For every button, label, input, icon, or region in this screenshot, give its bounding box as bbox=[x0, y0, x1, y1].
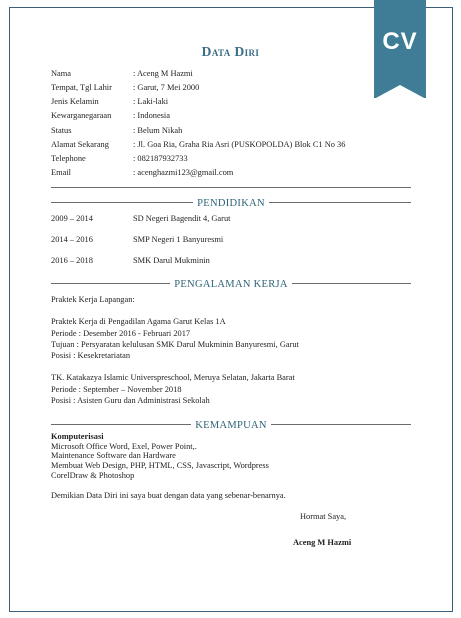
info-label: Jenis Kelamin bbox=[51, 97, 99, 107]
info-value: : Aceng M Hazmi bbox=[133, 69, 193, 78]
skill-item: Membuat Web Design, PHP, HTML, CSS, Javascript, Wordpress bbox=[51, 461, 269, 471]
education-years: 2014 – 2016 bbox=[51, 235, 93, 244]
education-school: SD Negeri Bagendit 4, Garut bbox=[133, 214, 231, 223]
heading-text-wrap bbox=[51, 277, 411, 291]
info-label: Telephone bbox=[51, 153, 86, 163]
experience-intro: Praktek Kerja Lapangan: bbox=[51, 295, 135, 304]
info-row bbox=[51, 95, 431, 109]
education-list bbox=[51, 213, 411, 276]
divider bbox=[51, 187, 411, 188]
experience-position: Posisi : Kesekretariatan bbox=[51, 351, 131, 361]
education-heading bbox=[51, 196, 411, 208]
closing-statement: Demikian Data Diri ini saya buat dengan data yang sebenar-benarnya. bbox=[51, 491, 286, 500]
skill-item: CorelDraw & Photoshop bbox=[51, 470, 135, 480]
info-row bbox=[51, 124, 431, 138]
info-row bbox=[51, 138, 431, 152]
heading-text-wrap bbox=[51, 196, 411, 210]
experience-section bbox=[51, 294, 421, 406]
education-years: 2009 – 2014 bbox=[51, 214, 93, 223]
info-label: Email bbox=[51, 167, 72, 177]
education-years: 2016 – 2018 bbox=[51, 256, 93, 265]
education-school: SMK Darul Mukminin bbox=[133, 256, 210, 265]
info-row bbox=[51, 166, 431, 180]
signer-name: Aceng M Hazmi bbox=[293, 538, 352, 547]
experience-place: Praktek Kerja di Pengadilan Agama Garut Kelas 1A bbox=[51, 317, 226, 327]
info-row bbox=[51, 67, 431, 81]
info-value: : Indonesia bbox=[133, 111, 170, 121]
info-value: : Belum Nikah bbox=[133, 125, 183, 135]
info-label: Alamat Sekarang bbox=[51, 139, 109, 149]
page-title: Data Diri bbox=[201, 44, 260, 59]
skill-item: Maintenance Software dan Hardware bbox=[51, 451, 176, 461]
education-item bbox=[51, 213, 411, 234]
info-label: Nama bbox=[51, 69, 71, 78]
regards-text: Hormat Saya, bbox=[300, 512, 347, 521]
info-label: Tempat, Tgl Lahir bbox=[51, 83, 112, 93]
education-item bbox=[51, 234, 411, 255]
experience-heading bbox=[51, 277, 411, 289]
skills-section bbox=[51, 432, 421, 481]
skills-heading-text: KEMAMPUAN bbox=[191, 420, 271, 431]
info-value: : acenghazmi123@gmail.com bbox=[133, 167, 234, 177]
info-row bbox=[51, 109, 431, 123]
education-item bbox=[51, 255, 411, 276]
education-school: SMP Negeri 1 Banyuresmi bbox=[133, 235, 224, 244]
experience-position: Posisi : Asisten Guru dan Administrasi Sekolah bbox=[51, 396, 210, 406]
experience-period: Periode : Desember 2016 - Februari 2017 bbox=[51, 328, 191, 338]
skill-item: Microsoft Office Word, Exel, Power Point,. bbox=[51, 441, 197, 451]
experience-place: TK. Katakazya Islamic Universpreschool, Meruya Selatan, Jakarta Barat bbox=[51, 373, 295, 383]
skills-heading bbox=[51, 418, 411, 430]
info-row bbox=[51, 152, 431, 166]
info-value: : 082187932733 bbox=[133, 153, 188, 163]
info-row bbox=[51, 81, 431, 95]
experience-purpose: Tujuan : Persyaratan kelulusan SMK Darul Mukminin Banyuresmi, Garut bbox=[51, 339, 299, 349]
info-label: Status bbox=[51, 125, 72, 135]
skills-category: Komputerisasi bbox=[51, 432, 104, 441]
info-value: : Laki-laki bbox=[133, 97, 169, 107]
cv-badge-text: CV bbox=[382, 28, 418, 55]
heading-text-wrap bbox=[51, 418, 411, 432]
experience-heading-text: PENGALAMAN KERJA bbox=[170, 279, 292, 290]
info-value: : Garut, 7 Mei 2000 bbox=[133, 83, 200, 93]
experience-period: Periode : September – November 2018 bbox=[51, 384, 182, 394]
personal-info bbox=[51, 67, 431, 180]
education-heading-text: PENDIDIKAN bbox=[193, 198, 269, 209]
info-value: : Jl. Goa Ria, Graha Ria Asri (PUSKOPOLDA) Blok C1 No 36 bbox=[133, 139, 346, 149]
info-label: Kewarganegaraan bbox=[51, 111, 112, 121]
